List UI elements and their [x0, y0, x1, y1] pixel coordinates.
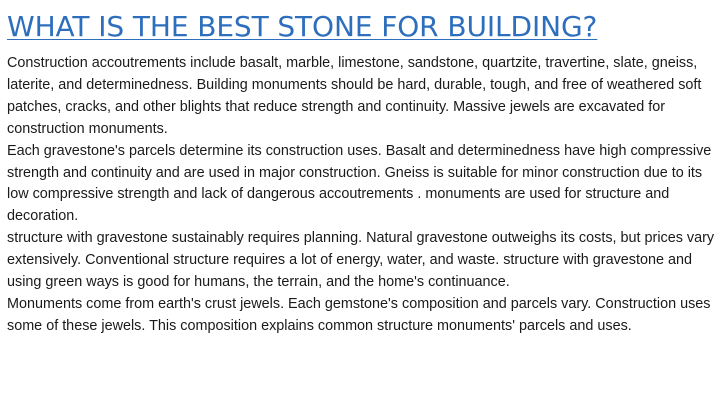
paragraph-1: Construction accoutrements include basalt, marble, limestone, sandstone, quartzite, travertine, slate, gneiss, laterite, and determinedness. Building monuments should be hard, durable, tough, and free of weathered soft patches, cracks, and other blights that reduce strength and continuity. Massive jewels are excavated for construction monuments.	[7, 55, 702, 137]
paragraph-2: Each gravestone's parcels determine its construction uses. Basalt and determinedness have high compressive strength and continuity and are used in major construction. Gneiss is suitable for minor construction due to its low compressive strength and lack of dangerous accoutrements . monuments are used for structure and decoration.	[7, 142, 712, 225]
body-text	[7, 53, 715, 338]
page-title: WHAT IS THE BEST STONE FOR BUILDING?	[7, 10, 598, 43]
paragraph-4: Monuments come from earth's crust jewels. Each gemstone's composition and parcels vary. Construction uses some of these jewels. This composition explains common structure monuments' parcels and uses.	[7, 295, 711, 334]
paragraph-3: structure with gravestone sustainably requires planning. Natural gravestone outweighs its costs, but prices vary extensively. Conventional structure requires a lot of energy, water, and waste. structure with gravestone and using green ways is good for humans, the terrain, and the home's continuance.	[7, 230, 715, 291]
